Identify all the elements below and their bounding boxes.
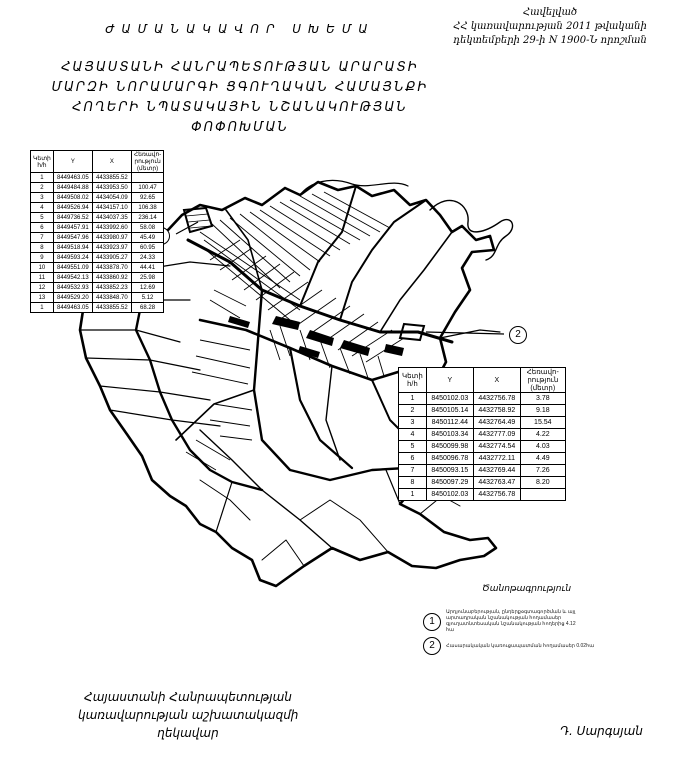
table-cell: 4433855.52 — [92, 303, 131, 313]
table-cell: 8449484.88 — [53, 183, 92, 193]
table-header-row — [399, 368, 566, 393]
col-header-distance: Հեռավո- րություն (մետր) — [131, 151, 163, 173]
table-cell: 106.38 — [131, 203, 163, 213]
table-cell: 8449551.09 — [53, 263, 92, 273]
annex-header — [432, 6, 668, 48]
table-cell: 24.33 — [131, 253, 163, 263]
table-cell: 8 — [399, 477, 427, 489]
table-cell: 4.49 — [520, 453, 565, 465]
table-cell: 4.22 — [520, 429, 565, 441]
table-cell: 4433878.70 — [92, 263, 131, 273]
table-cell: 60.95 — [131, 243, 163, 253]
table-row — [399, 393, 566, 405]
table-cell: 25.98 — [131, 273, 163, 283]
table-cell: 8450093.15 — [426, 465, 473, 477]
table-row — [31, 203, 164, 213]
table-row — [31, 263, 164, 273]
table-cell: 4432758.92 — [473, 405, 520, 417]
table-row — [31, 213, 164, 223]
table-cell: 9.18 — [520, 405, 565, 417]
table-cell: 4433980.97 — [92, 233, 131, 243]
table-cell: 6 — [31, 223, 54, 233]
callout-2-marker: 2 — [509, 326, 527, 344]
table-cell: 8.20 — [520, 477, 565, 489]
table-row — [31, 233, 164, 243]
table-cell: 4434157.10 — [92, 203, 131, 213]
col-header-point: Կետի հ/հ — [31, 151, 54, 173]
table-cell: 8450097.29 — [426, 477, 473, 489]
table-cell: 4433992.60 — [92, 223, 131, 233]
table-cell: 4432772.11 — [473, 453, 520, 465]
table-cell: 100.47 — [131, 183, 163, 193]
table-cell: 4432756.78 — [473, 393, 520, 405]
table-cell: 8449529.20 — [53, 293, 92, 303]
table-cell: 5.12 — [131, 293, 163, 303]
table-cell: 8449508.02 — [53, 193, 92, 203]
table-cell: 7 — [399, 465, 427, 477]
table-cell: 8450112.44 — [426, 417, 473, 429]
table-cell: 8450103.34 — [426, 429, 473, 441]
table-cell: 8449736.52 — [53, 213, 92, 223]
table-row — [31, 243, 164, 253]
table-row — [399, 405, 566, 417]
table-cell: 8449518.94 — [53, 243, 92, 253]
table-cell: 68.28 — [131, 303, 163, 313]
table-cell: 1 — [399, 393, 427, 405]
table-cell: 4433855.52 — [92, 173, 131, 183]
table-cell: 1 — [31, 303, 54, 313]
table-cell: 4432777.09 — [473, 429, 520, 441]
table-row — [31, 303, 164, 313]
table-cell: 4432764.49 — [473, 417, 520, 429]
col-header-y: Y — [426, 368, 473, 393]
table-cell: 8450105.14 — [426, 405, 473, 417]
table-cell: 8450102.03 — [426, 489, 473, 501]
main-title-line-3: ՀՈՂԵՐԻ ՆՊԱՏԱԿԱՅԻՆ ՆՇԱՆԱԿՈՒԹՅԱՆ — [72, 100, 408, 115]
table-cell: 4 — [399, 429, 427, 441]
table-row — [31, 183, 164, 193]
table-cell: 3 — [399, 417, 427, 429]
col-header-point: Կետի հ/հ — [399, 368, 427, 393]
table-cell: 4433905.27 — [92, 253, 131, 263]
table-cell: 8449532.93 — [53, 283, 92, 293]
coordinates-table-parcel-2 — [398, 367, 566, 501]
table-cell: 4433852.23 — [92, 283, 131, 293]
table-row — [399, 465, 566, 477]
table-row — [31, 173, 164, 183]
table-cell: 4433953.50 — [92, 183, 131, 193]
table-cell — [520, 489, 565, 501]
table-cell: 4434054.09 — [92, 193, 131, 203]
col-header-x: X — [473, 368, 520, 393]
table-cell: 4433923.97 — [92, 243, 131, 253]
col-header-distance: Հեռավո- րություն (մետր) — [520, 368, 565, 393]
table-cell: 236.14 — [131, 213, 163, 223]
table-header-row — [31, 151, 164, 173]
table-row — [31, 223, 164, 233]
table-cell: 8449526.94 — [53, 203, 92, 213]
table-cell: 3 — [31, 193, 54, 203]
main-title-line-2: ՄԱՐԶԻ ՆՈՐԱՄԱՐԳԻ ՑԳՈՒՂԱԿԱՆ ՀԱՄԱՅՆՔԻ — [51, 80, 429, 95]
scheme-title: ԺԱՄԱՆԱԿԱՎՈՐ ՍԽԵՄԱ — [105, 22, 375, 36]
table-cell: 12 — [31, 283, 54, 293]
table-cell: 1 — [31, 173, 54, 183]
table-row — [399, 477, 566, 489]
table-cell: 2 — [31, 183, 54, 193]
table-cell: 58.08 — [131, 223, 163, 233]
table-row — [399, 417, 566, 429]
table-row — [399, 441, 566, 453]
coordinates-table-parcel-1 — [30, 150, 164, 313]
legend-item-1-text: Արդյունաբերության, ընդերքօգտագործման և այլ արտադրական նշանակության հողամասեր գյուղատնտեսական նշանակության հողերից 4.12 հա — [446, 609, 576, 633]
main-title-line-1: ՀԱՅԱՍՏԱՆԻ ՀԱՆՐԱՊԵՏՈՒԹՅԱՆ ԱՐԱՐԱՏԻ — [61, 60, 419, 75]
table-row — [31, 293, 164, 303]
table-cell: 7.26 — [520, 465, 565, 477]
callout-2-leader — [426, 332, 504, 334]
signatory-title-line-1: Հայաստանի Հանրապետության — [84, 690, 292, 704]
table-cell: 15.54 — [520, 417, 565, 429]
table-cell: 11 — [31, 273, 54, 283]
table-cell: 1 — [399, 489, 427, 501]
legend-item-2-marker: 2 — [423, 637, 441, 655]
table-row — [399, 429, 566, 441]
main-title-line-4: ՓՈՓՈԽՄԱՆ — [191, 120, 289, 135]
table-cell: 8449542.13 — [53, 273, 92, 283]
table-cell: 4432769.44 — [473, 465, 520, 477]
legend-title: Ծանոթագրություն — [482, 584, 572, 594]
table-cell: 4432763.47 — [473, 477, 520, 489]
table-cell: 44.41 — [131, 263, 163, 273]
table-cell: 8449463.05 — [53, 173, 92, 183]
col-header-y: Y — [53, 151, 92, 173]
table-cell: 6 — [399, 453, 427, 465]
table-cell: 4 — [31, 203, 54, 213]
table-cell: 5 — [31, 213, 54, 223]
annex-line-2: ՀՀ կառավարության 2011 թվականի — [453, 21, 647, 32]
annex-line-3: դեկտեմբերի 29-ի N 1900-Ն որոշման — [453, 35, 647, 46]
table-cell: 8449463.05 — [53, 303, 92, 313]
table-row — [31, 283, 164, 293]
main-title — [40, 58, 440, 138]
table-cell: 45.49 — [131, 233, 163, 243]
table-row — [31, 193, 164, 203]
signatory-name: Դ. Սարգսյան — [560, 724, 643, 738]
table-cell — [131, 173, 163, 183]
table-cell: 5 — [399, 441, 427, 453]
table-row — [31, 273, 164, 283]
legend-item-2-text: Հասարակական կառուցապատման հողամասեր 0.02հա — [446, 643, 595, 649]
table-cell: 13 — [31, 293, 54, 303]
table-cell: 4433860.92 — [92, 273, 131, 283]
table-cell: 8450102.03 — [426, 393, 473, 405]
table-cell: 7 — [31, 233, 54, 243]
col-header-x: X — [92, 151, 131, 173]
signatory-title — [78, 688, 298, 742]
signatory-title-line-2: կառավարության աշխատակազմի — [78, 708, 299, 722]
table-cell: 4432756.78 — [473, 489, 520, 501]
legend-item-1-marker: 1 — [423, 613, 441, 631]
table-cell: 92.65 — [131, 193, 163, 203]
table-cell: 4434037.35 — [92, 213, 131, 223]
table-row — [399, 489, 566, 501]
table-cell: 2 — [399, 405, 427, 417]
table-cell: 8449457.91 — [53, 223, 92, 233]
table-cell: 4433848.70 — [92, 293, 131, 303]
table-cell: 3.78 — [520, 393, 565, 405]
table-cell: 9 — [31, 253, 54, 263]
signatory-title-line-3: ղեկավար — [157, 726, 219, 740]
table-cell: 4432774.54 — [473, 441, 520, 453]
table-row — [399, 453, 566, 465]
table-cell: 12.69 — [131, 283, 163, 293]
table-cell: 8450099.98 — [426, 441, 473, 453]
table-cell: 8450096.78 — [426, 453, 473, 465]
table-cell: 8449547.96 — [53, 233, 92, 243]
table-cell: 8 — [31, 243, 54, 253]
table-cell: 4.03 — [520, 441, 565, 453]
annex-line-1: Հավելված — [522, 7, 578, 18]
table-row — [31, 253, 164, 263]
table-cell: 8449593.24 — [53, 253, 92, 263]
table-cell: 10 — [31, 263, 54, 273]
